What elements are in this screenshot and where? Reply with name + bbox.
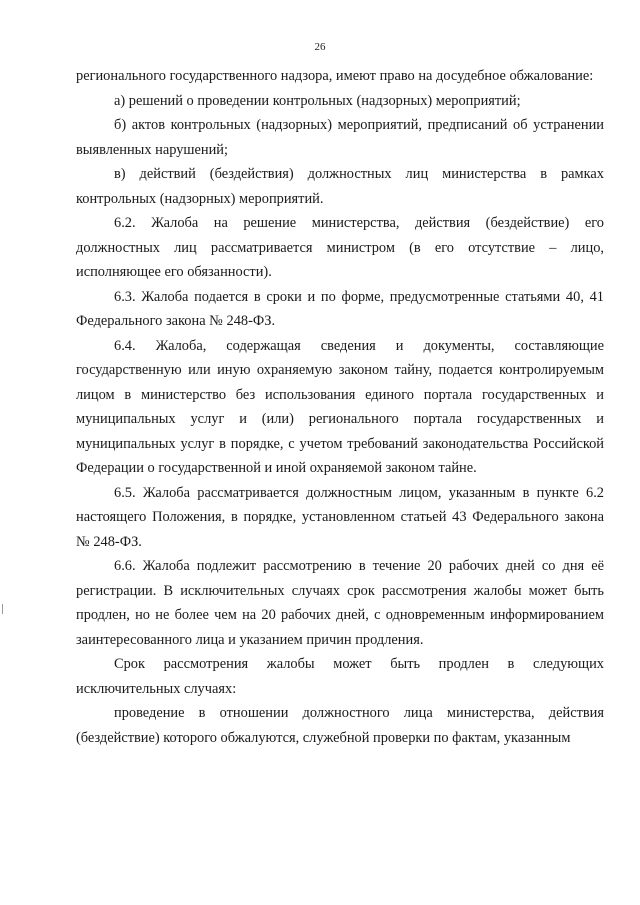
paragraph-service-check: проведение в отношении должностного лица министерства, действия (бездействие) которого обжалуются, служебной проверки по фактам, указанным: [76, 705, 604, 746]
paragraph-continuation: регионального государственного надзора, имеют право на досудебное обжалование:: [76, 68, 594, 84]
paragraph-6-5: 6.5. Жалоба рассматривается должностным лицом, указанным в пункте 6.2 настоящего Положения, в порядке, установленном статьей 43 Федерального закона № 248-ФЗ.: [76, 484, 604, 550]
paragraph-6-2: 6.2. Жалоба на решение министерства, действия (бездействие) его должностных лиц рассматривается министром (в его отсутствие – лицо, исполняющее его обязанности).: [76, 215, 604, 280]
paragraph-item-v: в) действий (бездействия) должностных лиц министерства в рамках контрольных (надзорных) мероприятий.: [76, 166, 604, 207]
paragraph-item-a: а) решений о проведении контрольных (надзорных) мероприятий;: [114, 92, 521, 109]
paragraph-item-b: б) актов контрольных (надзорных) мероприятий, предписаний об устранении выявленных нарушений;: [76, 117, 604, 158]
document-body: [76, 64, 604, 750]
paragraph-6-3: 6.3. Жалоба подается в сроки и по форме, предусмотренные статьями 40, 41 Федерального закона № 248-ФЗ.: [76, 288, 604, 329]
paragraph-extension-cases: Срок рассмотрения жалобы может быть продлен в следующих исключительных случаях:: [76, 656, 604, 697]
page-number: 26: [314, 41, 326, 53]
paragraph-6-4: 6.4. Жалоба, содержащая сведения и документы, составляющие государственную или иную охраняемую законом тайну, подается контролируемым лицом в министерство без использования единого портала государственных и муниципальных услуг и (или) регионального портала государственных и муниципальных услуг в порядке, с учетом требований законодательства Российской Федерации о государственной и иной охраняемой законом тайне.: [76, 337, 604, 476]
paragraph-6-6: 6.6. Жалоба подлежит рассмотрению в течение 20 рабочих дней со дня её регистрации. В исключительных случаях срок рассмотрения жалобы может быть продлен, но не более чем на 20 рабочих дней, с одновременным информированием заинтересованного лица и указанием причин продления.: [76, 558, 604, 648]
margin-mark: [2, 604, 3, 614]
